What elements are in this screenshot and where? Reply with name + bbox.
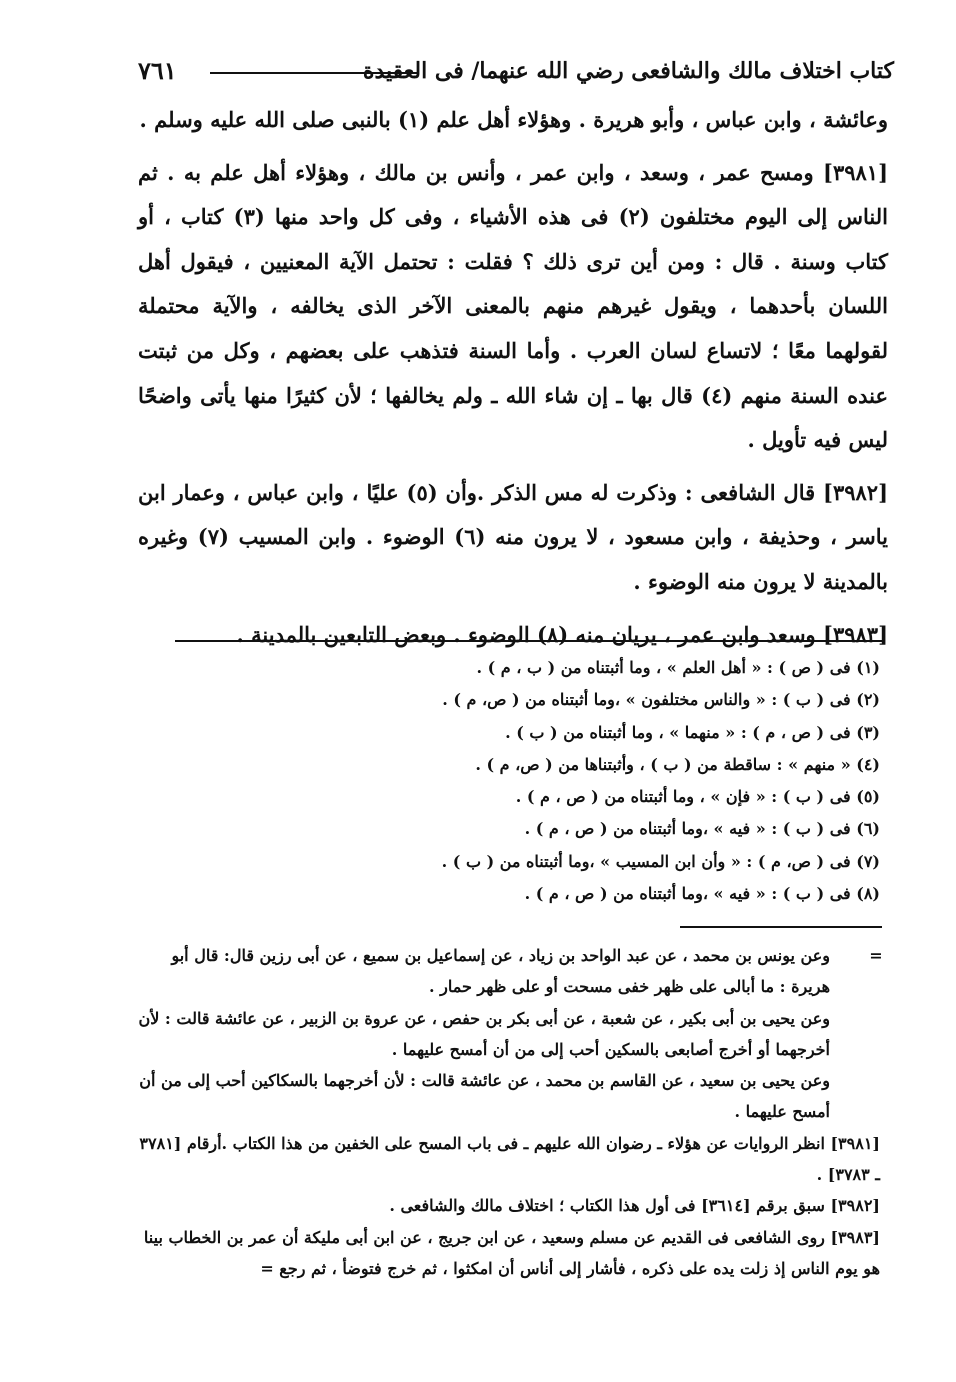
paragraph-3983-text: وسعد وابن عمر ، يريان منه (٨) الوضوء . وبعض التابعين بالمدينة . (236, 621, 816, 647)
commentary-notes (138, 940, 883, 1284)
header-rule (210, 72, 419, 74)
footnotes (175, 652, 880, 910)
commentary-note-3983: [٣٩٨٣] روى الشافعى فى القديم عن مسلم وسعيد ، عن ابن جريج ، عن ابن أبى مليكة أن عمر بن الخطاب بينا هو يوم الناس إذ زلت يده على ذكره ، فأشار إلى أناس أن امكثوا ، ثم خرج فتوضأ ، ثم رجع = (143, 1227, 880, 1278)
paragraph-3982 (138, 471, 888, 605)
footnote-2: (٢) فى ( ب ) : « والناس مختلفون » ،وما أثبتناه من ( ص، م ) . (442, 690, 880, 710)
footnote-4: (٤) « منهم » : ساقطة من ( ب ) ، وأثبتناها من ( ص، م ) . (475, 754, 880, 774)
commentary-note-3982: [٣٩٨٢] سبق برقم [٣٦١٤] فى أول هذا الكتاب ؛ اختلاف مالك والشافعى . (389, 1196, 880, 1216)
footnote-3: (٣) فى ( ص ، م ) : « منهما » ، وما أثبتناه من ( ب ) . (505, 722, 880, 742)
commentary-note-2: وعن يحيى بن أبى بكير ، عن شعبة ، عن أبى بكر بن حفص ، عن عروة بن الزبير ، عن عائشة قالت : لأن أخرجهما أو أخرج أصابعى بالسكين أحب إلى من أن أمسح عليهما . (138, 1008, 830, 1059)
paragraph-3983 (138, 613, 888, 658)
footnote-1: (١) فى ( ص ) : « أهل العلم » ، وما أثبتناه من ( ب ، م ) . (476, 658, 880, 677)
footnote-8: (٨) فى ( ب ) : « فيه » ،وما أثبتناه من ( ص ، م ) . (524, 884, 880, 904)
footnote-5: (٥) فى ( ب ) : « فإن » ، وما أثبتناه من ( ص ، م ) . (515, 787, 880, 807)
footnote-7: (٧) فى ( ص، م ) : « وأن ابن المسيب » ،وما أثبتناه من ( ب ) . (441, 851, 880, 871)
running-header (138, 52, 894, 88)
header-title: كتاب اختلاف مالك والشافعى رضي الله عنهما/ فى العقيدة (362, 58, 894, 84)
entry-number-3982: [٣٩٨٢] قال الشافعى : (684, 479, 888, 505)
continuation-mark: = (869, 946, 883, 965)
commentary-note-3: وعن يحيى بن سعيد ، عن القاسم بن محمد ، عن عائشة قالت : لأن أخرجهما بالسكاكين أحب إلى من أن أمسح عليهما . (139, 1071, 830, 1122)
entry-number-3983: [٣٩٨٣] (823, 621, 888, 647)
footnote-divider (175, 640, 883, 642)
commentary-note-3981: [٣٩٨١] انظر الروايات عن هؤلاء ـ رضوان الله عليهم ـ فى باب المسح على الخفين من هذا الكتاب .أرقام [٣٧٨١ ـ ٣٧٨٣] . (139, 1133, 880, 1185)
paragraph-3982-text: وذكرت له مس الذكر .وأن (٥) عليًا ، وابن عباس ، وعمار ابن ياسر ، وحذيفة ، وابن مسعود ، لا يرون منه (٦) الوضوء . وابن المسيب (٧) وغيره بالمدينة لا يرون منه الوضوء . (138, 479, 889, 594)
footnote-6: (٦) فى ( ب ) : « فيه » ،وما أثبتناه من ( ص ، م ) . (524, 819, 880, 839)
paragraph-continuation: وعائشة ، وابن عباس ، وأبو هريرة . وهؤلاء أهل علم (١) بالنبى صلى الله عليه وسلم . (139, 107, 888, 132)
commentary-note-1: وعن يونس بن محمد ، عن عبد الواحد بن زياد ، عن إسماعيل بن سميع ، عن أبى رزين قال: قال أبو هريرة : ما أبالى على ظهر خفى مسحت أو على ظهر حمار . (171, 946, 830, 997)
commentary-divider (680, 926, 882, 928)
paragraph-3981 (138, 151, 888, 463)
entry-number-3981: [٣٩٨١] (823, 159, 888, 185)
page-number: ٧٦١ (138, 56, 177, 85)
paragraph-3981-text: ومسح عمر ، وسعد ، وابن عمر ، وأنس بن مالك ، وهؤلاء أهل علم به . ثم الناس إلى اليوم مختلفون (٢) فى هذه الأشياء ، وفى كل واحد منها (٣) كتاب ، أو كتاب وسنة . قال : ومن أين ترى ذلك ؟ فقلت : تحتمل الآية المعنيين ، فيقول أهل اللسان بأحدهما ، ويقول غيرهم منهم بالمعنى الآخر الذى يخالفه ، والآية محتملة لقولهما معًا ؛ لاتساع لسان العرب . وأما السنة فتذهب على بعضهم ، وكل من ثبتت عنده السنة منهم (٤) قال بها ـ إن شاء الله ـ ولم يخالفها ؛ لأن كثيرًا منها يأتى واضحًا ليس فيه تأويل . (138, 159, 888, 453)
main-text (138, 98, 888, 657)
